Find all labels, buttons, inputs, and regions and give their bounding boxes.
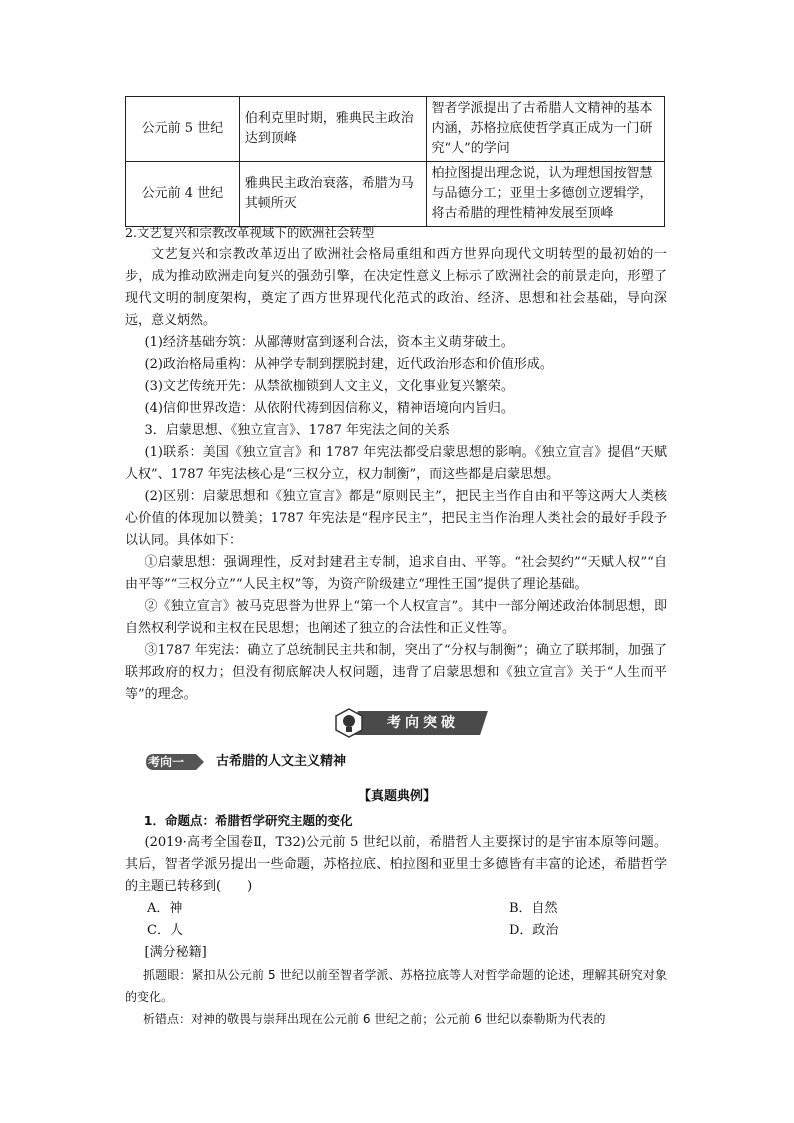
topic-title: 古希腊的人文主义精神 <box>216 754 347 769</box>
list-item: ①启蒙思想：强调理性，反对封建君主专制，追求自由、平等。“社会契约”“天赋人权”“自由平等”“三权分立”“人民主权”等，为资产阶级建立“理性王国”提供了理论基础。 <box>125 555 667 592</box>
options-row <box>125 920 667 942</box>
topic-tag-label: 考向一 <box>148 755 185 769</box>
list-item: (2)政治格局重构：从神学专制到摆脱封建，近代政治形态和价值形成。 <box>144 357 553 372</box>
list-item: ②《独立宣言》被马克思誉为世界上“第一个人权宣言”。其中一部分阐述政治体制思想，即自然权利学说和主权在民思想；也阐述了独立的合法性和正义性等。 <box>125 599 667 636</box>
option-c: C．人 <box>147 923 183 938</box>
thought-cell: 智者学派提出了古希腊人文精神的基本内涵，苏格拉底使哲学真正成为一门研究“人”的学问 <box>426 97 664 162</box>
question-stem: (2019·高考全国卷Ⅱ，T32)公元前 5 世纪以前，希腊哲人主要探讨的是宇宙本原等问题。其后，智者学派另提出一些命题，苏格拉底、柏拉图和亚里士多德皆有丰富的论述，希腊哲学的主题已转移到( ) <box>125 835 667 894</box>
period-cell: 公元前 4 世纪 <box>126 162 240 227</box>
tips-label: [满分秘籍] <box>144 945 207 960</box>
table-row <box>126 162 665 227</box>
option-b: B．自然 <box>509 901 558 916</box>
event-cell: 雅典民主政治衰落，希腊为马其顿所灭 <box>239 162 426 227</box>
event-cell: 伯利克里时期，雅典民主政治达到顶峰 <box>239 97 426 162</box>
example-section <box>125 810 667 1030</box>
table-row <box>126 97 665 162</box>
section-heading: 2.文艺复兴和宗教改革视域下的欧洲社会转型 <box>125 225 375 240</box>
thought-cell: 柏拉图提出理念说，认为理想国按智慧与品德分工；亚里士多德创立逻辑学，将古希腊的理性精神发展至顶峰 <box>426 162 664 227</box>
list-item: (3)文艺传统开先：从禁欲枷锁到人文主义，文化事业复兴繁荣。 <box>144 379 514 394</box>
tip-paragraph: 析错点：对神的敬畏与崇拜出现在公元前 6 世纪之前；公元前 6 世纪以泰勒斯为代表的 <box>143 1012 606 1026</box>
option-a: A．神 <box>147 901 183 916</box>
list-item: (4)信仰世界改造：从依附代祷到因信称义，精神语境向内旨归。 <box>144 401 514 416</box>
question-heading: 1．命题点：希腊哲学研究主题的变化 <box>143 813 353 828</box>
example-title: 【真题典例】 <box>357 789 436 804</box>
list-item: ③1787 年宪法：确立了总统制民主共和制，突出了“分权与制衡”；确立了联邦制，加强了联邦政府的权力；但没有彻底解决人权问题，违背了启蒙思想和《独立宣言》关于“人生而平等”的理念。 <box>125 643 667 702</box>
list-item: (1)经济基础夯筑：从鄙薄财富到逐利合法，资本主义萌芽破土。 <box>144 335 514 350</box>
knowledge-section <box>125 222 667 706</box>
section-heading: 3．启蒙思想、《独立宣言》、1787 年宪法之间的关系 <box>144 423 450 438</box>
paragraph: (1)联系：美国《独立宣言》和 1787 年宪法都受启蒙思想的影响。《独立宣言》提倡“天赋人权”、1787 年宪法核心是“三权分立，权力制衡”，而这些都是启蒙思想。 <box>125 445 667 482</box>
section-banner <box>334 708 486 738</box>
tip-paragraph: 抓题眼：紧扣从公元前 5 世纪以前至智者学派、苏格拉底等人对哲学命题的论述，理解其研究对象的变化。 <box>125 968 667 1004</box>
greek-era-table <box>125 96 665 227</box>
lightbulb-icon <box>334 708 364 738</box>
banner-label: 考向突破 <box>387 715 459 731</box>
topic-tag <box>146 754 206 770</box>
paragraph: (2)区别：启蒙思想和《独立宣言》都是“原则民主”，把民主当作自由和平等这两大人类核心价值的体现加以赞美；1787 年宪法是“程序民主”，把民主当作治理人类社会的最好手段予以认同。具体如下： <box>125 489 667 548</box>
options-row <box>125 898 667 920</box>
paragraph: 文艺复兴和宗教改革迈出了欧洲社会格局重组和西方世界向现代文明转型的最初始的一步，成为推动欧洲走向复兴的强劲引擎，在决定性意义上标示了欧洲社会的前景走向，形塑了现代文明的制度架构，奠定了西方世界现代化范式的政治、经济、思想和社会基础，导向深远，意义炳然。 <box>125 247 667 328</box>
option-d: D．政治 <box>509 923 559 938</box>
period-cell: 公元前 5 世纪 <box>126 97 240 162</box>
